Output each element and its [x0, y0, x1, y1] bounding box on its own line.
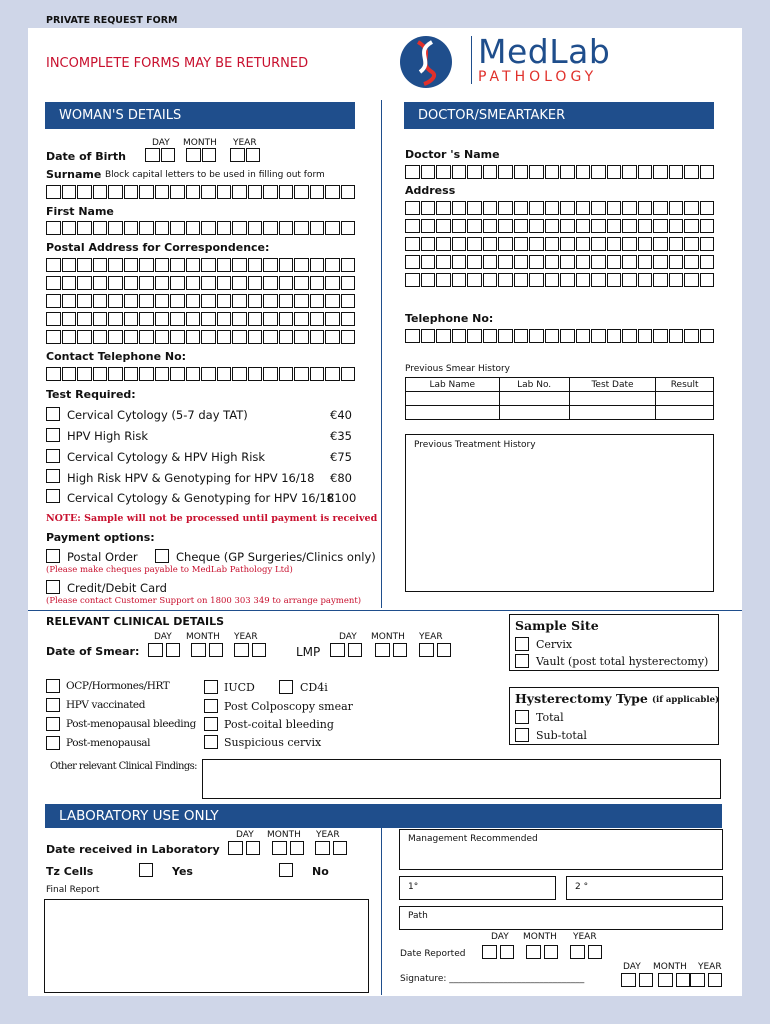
contact-phone-boxes[interactable] — [46, 367, 355, 381]
postal-order-label: Postal Order — [67, 550, 138, 564]
treatment-history-label: Previous Treatment History — [414, 440, 536, 450]
final-report-label: Final Report — [46, 885, 100, 895]
test-name-4: High Risk HPV & Genotyping for HPV 16/18 — [67, 471, 315, 485]
surname-label: Surname — [46, 168, 102, 181]
clinical-separator — [28, 610, 742, 611]
cervix-checkbox[interactable] — [515, 637, 529, 651]
doctor-address-5[interactable] — [405, 273, 714, 287]
test-name-3: Cervical Cytology & HPV High Risk — [67, 450, 266, 464]
test-price-5: €100 — [327, 491, 357, 505]
column-divider — [381, 100, 382, 608]
dob-label: Date of Birth — [46, 150, 126, 163]
path-label: Path — [408, 911, 428, 921]
card-note: (Please contact Customer Support on 1800 303 349 to arrange payment) — [46, 596, 362, 606]
sig-year-boxes[interactable] — [690, 973, 722, 987]
test-checkbox-4[interactable] — [46, 469, 60, 483]
received-year-boxes[interactable] — [315, 841, 347, 855]
address-line-2[interactable] — [46, 276, 355, 290]
sig-day-label: DAY — [623, 962, 641, 972]
test-checkbox-5[interactable] — [46, 489, 60, 503]
medlab-logo — [398, 34, 668, 90]
smear-day-boxes[interactable] — [148, 643, 180, 657]
payment-label: Payment options: — [46, 531, 155, 544]
address-line-5[interactable] — [46, 330, 355, 344]
management-label: Management Recommended — [408, 834, 538, 844]
test-checkbox-1[interactable] — [46, 407, 60, 421]
vault-label: Vault (post total hysterectomy) — [536, 655, 709, 668]
cheque-label: Cheque (GP Surgeries/Clinics only) — [176, 550, 376, 564]
col-result: Result — [656, 378, 714, 392]
smear-date-label: Date of Smear: — [46, 645, 140, 658]
total-checkbox[interactable] — [515, 710, 529, 724]
test-checkbox-2[interactable] — [46, 428, 60, 442]
sig-month-boxes[interactable] — [658, 973, 690, 987]
cd4-checkbox[interactable] — [279, 680, 293, 694]
hysterectomy-title: Hysterectomy Type — [515, 691, 648, 706]
postal-label: Postal Address for Correspondence: — [46, 241, 270, 254]
first-name-boxes[interactable] — [46, 221, 355, 235]
post-colposcopy-checkbox[interactable] — [204, 699, 218, 713]
test-price-2: €35 — [330, 429, 352, 443]
test-name-1: Cervical Cytology (5-7 day TAT) — [67, 408, 248, 422]
lmp-year-label: YEAR — [419, 632, 443, 642]
smear-day-label: DAY — [154, 632, 172, 642]
col-lab-no: Lab No. — [499, 378, 569, 392]
doctor-address-2[interactable] — [405, 219, 714, 233]
smear-month-boxes[interactable] — [191, 643, 223, 657]
test-price-4: €80 — [330, 471, 352, 485]
lab-day-label: DAY — [236, 830, 254, 840]
tz-no-checkbox[interactable] — [279, 863, 293, 877]
sig-month-label: MONTH — [653, 962, 687, 972]
doctor-address-1[interactable] — [405, 201, 714, 215]
card-label: Credit/Debit Card — [67, 581, 167, 595]
doctor-phone-label: Telephone No: — [405, 312, 494, 325]
logo-name: MedLab — [478, 32, 611, 71]
tz-cells-label: Tz Cells — [46, 865, 94, 878]
post-coital-label: Post-coital bleeding — [224, 718, 334, 731]
smear-history-table[interactable] — [405, 377, 714, 420]
hpv-vaccinated-checkbox[interactable] — [46, 698, 60, 712]
doctor-phone-boxes[interactable] — [405, 329, 714, 343]
lmp-day-label: DAY — [339, 632, 357, 642]
ocp-label: OCP/Hormones/HRT — [66, 680, 170, 692]
card-checkbox[interactable] — [46, 580, 60, 594]
reported-year-boxes[interactable] — [570, 945, 602, 959]
test-name-5: Cervical Cytology & Genotyping for HPV 16/18 — [67, 491, 335, 505]
doctor-name-label: Doctor 's Name — [405, 148, 500, 161]
address-line-1[interactable] — [46, 258, 355, 272]
received-label: Date received in Laboratory — [46, 843, 220, 856]
col-test-date: Test Date — [569, 378, 655, 392]
post-colposcopy-label: Post Colposcopy smear — [224, 700, 353, 713]
smear-year-label: YEAR — [234, 632, 258, 642]
dob-month-label: MONTH — [183, 138, 217, 148]
clinical-title: RELEVANT CLINICAL DETAILS — [46, 615, 225, 628]
postal-order-checkbox[interactable] — [46, 549, 60, 563]
col-lab-name: Lab Name — [406, 378, 500, 392]
iucd-label: IUCD — [224, 681, 255, 694]
test-price-3: €75 — [330, 450, 352, 464]
doctor-address-label: Address — [405, 184, 456, 197]
vault-checkbox[interactable] — [515, 654, 529, 668]
received-month-boxes[interactable] — [272, 841, 304, 855]
lmp-month-label: MONTH — [371, 632, 405, 642]
post-menopausal-label: Post-menopausal — [66, 737, 151, 749]
reported-year-label: YEAR — [573, 932, 597, 942]
contact-phone-label: Contact Telephone No: — [46, 350, 187, 363]
doctor-name-boxes[interactable] — [405, 165, 714, 179]
smear-month-label: MONTH — [186, 632, 220, 642]
subtotal-label: Sub-total — [536, 729, 587, 742]
lmp-label: LMP — [296, 645, 321, 659]
reported-month-label: MONTH — [523, 932, 557, 942]
suspicious-cervix-label: Suspicious cervix — [224, 736, 322, 749]
lab-header: LABORATORY USE ONLY — [45, 804, 722, 828]
doctor-address-4[interactable] — [405, 255, 714, 269]
hpv-vaccinated-label: HPV vaccinated — [66, 699, 146, 711]
first-label: 1° — [408, 882, 419, 892]
tz-yes-label: Yes — [172, 865, 193, 878]
dob-year-label: YEAR — [233, 138, 257, 148]
lab-month-label: MONTH — [267, 830, 301, 840]
lmp-year-boxes[interactable] — [419, 643, 451, 657]
column-divider-lower — [381, 805, 382, 995]
sample-site-title: Sample Site — [515, 618, 599, 633]
sig-year-label: YEAR — [698, 962, 722, 972]
date-reported-label: Date Reported — [400, 949, 466, 959]
other-findings-label: Other relevant Clinical Findings: — [50, 761, 197, 772]
dob-day-boxes[interactable] — [145, 148, 175, 162]
woman-details-header: WOMAN'S DETAILS — [45, 102, 355, 129]
tz-no-label: No — [312, 865, 329, 878]
incomplete-warning: INCOMPLETE FORMS MAY BE RETURNED — [46, 56, 309, 71]
dob-month-boxes[interactable] — [186, 148, 216, 162]
doctor-address-3[interactable] — [405, 237, 714, 251]
pm-bleeding-checkbox[interactable] — [46, 717, 60, 731]
cheque-checkbox[interactable] — [155, 549, 169, 563]
dob-day-label: DAY — [152, 138, 170, 148]
ocp-checkbox[interactable] — [46, 679, 60, 693]
doctor-header: DOCTOR/SMEARTAKER — [404, 102, 714, 129]
test-name-2: HPV High Risk — [67, 429, 149, 443]
address-line-4[interactable] — [46, 312, 355, 326]
table-row[interactable] — [406, 392, 714, 406]
payment-note: NOTE: Sample will not be processed until payment is received — [46, 513, 378, 524]
post-coital-checkbox[interactable] — [204, 717, 218, 731]
lab-year-label: YEAR — [316, 830, 340, 840]
signature-line[interactable]: Signature: ______________________________ — [400, 974, 585, 984]
second-label: 2 ° — [575, 882, 589, 892]
surname-boxes[interactable] — [46, 185, 355, 199]
treatment-history-box[interactable] — [405, 434, 714, 592]
reported-day-boxes[interactable] — [482, 945, 514, 959]
post-menopausal-checkbox[interactable] — [46, 736, 60, 750]
form-type: PRIVATE REQUEST FORM — [46, 15, 178, 26]
address-line-3[interactable] — [46, 294, 355, 308]
hysterectomy-note: (if applicable) — [652, 695, 720, 705]
second-box[interactable] — [566, 876, 723, 900]
cd4-label: CD4i — [300, 681, 328, 694]
received-day-boxes[interactable] — [228, 841, 260, 855]
surname-note: Block capital letters to be used in filling out form — [105, 170, 325, 180]
final-report-box[interactable] — [44, 899, 369, 993]
test-checkbox-3[interactable] — [46, 449, 60, 463]
tests-label: Test Required: — [46, 388, 136, 401]
lmp-month-boxes[interactable] — [375, 643, 407, 657]
suspicious-cervix-checkbox[interactable] — [204, 735, 218, 749]
total-label: Total — [536, 711, 564, 724]
first-name-label: First Name — [46, 205, 114, 218]
path-box[interactable] — [399, 906, 723, 930]
tz-yes-checkbox[interactable] — [139, 863, 153, 877]
cheque-note: (Please make cheques payable to MedLab Pathology Ltd) — [46, 565, 293, 575]
smear-year-boxes[interactable] — [234, 643, 266, 657]
logo-sub: PATHOLOGY — [478, 69, 598, 85]
cervix-label: Cervix — [536, 638, 573, 651]
dob-year-boxes[interactable] — [230, 148, 260, 162]
iucd-checkbox[interactable] — [204, 680, 218, 694]
lmp-day-boxes[interactable] — [330, 643, 362, 657]
pm-bleeding-label: Post-menopausal bleeding — [66, 718, 196, 730]
reported-month-boxes[interactable] — [526, 945, 558, 959]
first-box[interactable] — [399, 876, 556, 900]
sig-day-boxes[interactable] — [621, 973, 653, 987]
dna-logo-icon — [398, 34, 454, 90]
smear-history-label: Previous Smear History — [405, 364, 511, 374]
reported-day-label: DAY — [491, 932, 509, 942]
subtotal-checkbox[interactable] — [515, 728, 529, 742]
test-price-1: €40 — [330, 408, 352, 422]
table-row[interactable] — [406, 406, 714, 420]
other-findings-input[interactable] — [202, 759, 721, 799]
